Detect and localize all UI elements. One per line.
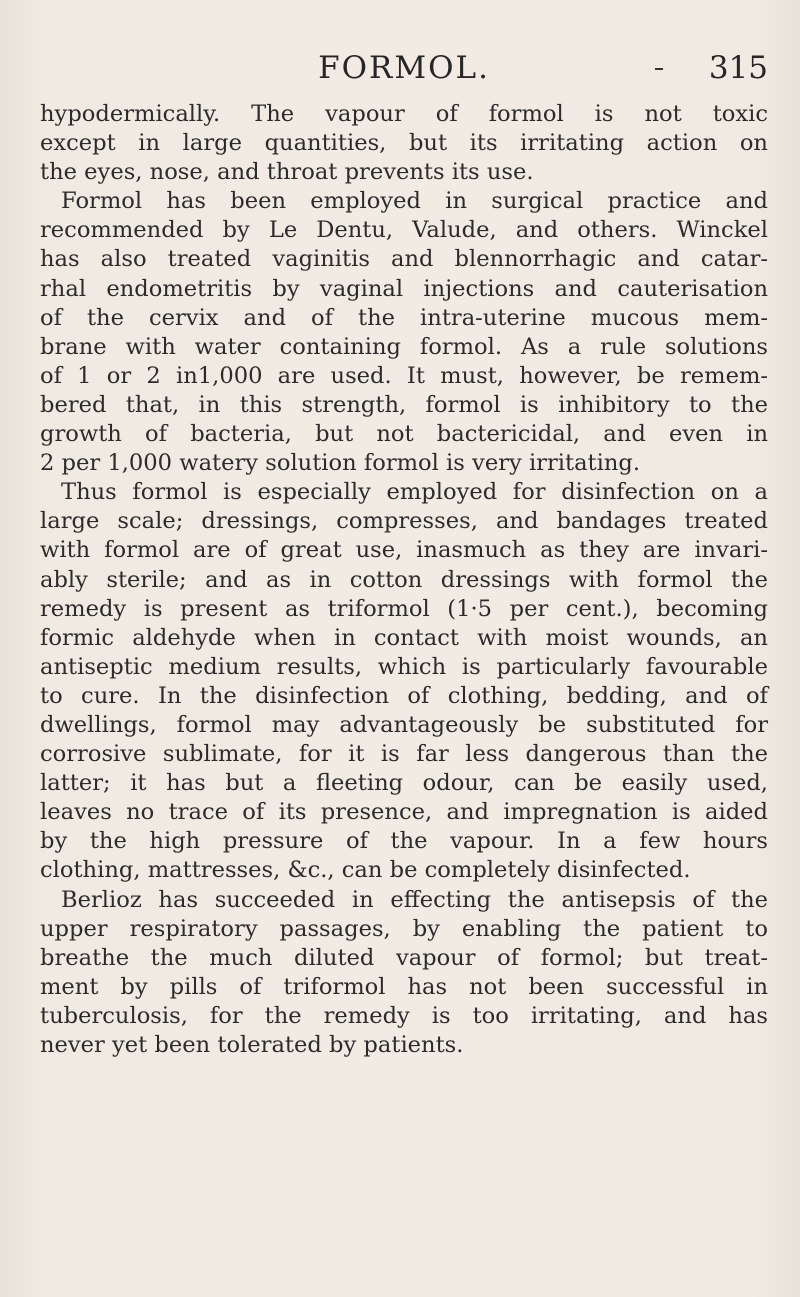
text-line: never yet been tolerated by patients. (40, 1032, 464, 1058)
page-number: 315 (708, 50, 768, 86)
text-line: upper respiratory passages, by enabling the patient to (40, 915, 768, 942)
text-line: of the cervix and of the intra-uterine mucous mem- (40, 304, 768, 331)
text-line: breathe the much diluted vapour of formol; but treat- (40, 944, 768, 971)
text-line: of 1 or 2 in1,000 are used. It must, however, be remem- (40, 362, 768, 389)
text-line: Berlioz has succeeded in effecting the antisepsis of the (61, 886, 768, 913)
text-line: hypodermically. The vapour of formol is not toxic (40, 101, 768, 127)
text-line: has also treated vaginitis and blennorrhagic and catar- (40, 246, 768, 273)
text-line: growth of bacteria, but not bactericidal, and even in (40, 421, 768, 448)
text-line: with formol are of great use, inasmuch as they are invari- (40, 537, 768, 564)
text-line: remedy is present as triformol (1·5 per cent.), becoming (40, 595, 768, 622)
text-line: 2 per 1,000 watery solution formol is very irritating. (40, 450, 641, 477)
text-line: recommended by Le Dentu, Valude, and others. Winckel (40, 217, 768, 244)
text-line: the eyes, nose, and throat prevents its use. (40, 159, 534, 186)
text-line: tuberculosis, for the remedy is too irritating, and has (40, 1002, 768, 1029)
text-line: Formol has been employed in surgical practice and (61, 188, 768, 215)
text-line: ment by pills of triformol has not been successful in (40, 973, 768, 1000)
text-line: to cure. In the disinfection of clothing, bedding, and of (40, 682, 768, 709)
text-line: latter; it has but a fleeting odour, can be easily used, (40, 770, 768, 797)
text-line: corrosive sublimate, for it is far less dangerous than the (40, 741, 768, 768)
text-line: leaves no trace of its presence, and impregnation is aided (40, 799, 768, 826)
text-line: brane with water containing formol. As a rule solutions (40, 333, 768, 360)
text-line: formic aldehyde when in contact with moist wounds, an (40, 624, 768, 651)
text-line: ably sterile; and as in cotton dressings with formol the (40, 566, 768, 593)
paragraph-2 (40, 187, 768, 478)
paragraph-3 (40, 478, 768, 885)
text-line: rhal endometritis by vaginal injections and cauterisation (40, 275, 768, 302)
text-line: dwellings, formol may advantageously be substituted for (40, 711, 768, 738)
body-text (40, 100, 768, 1060)
paragraph-4 (40, 886, 768, 1061)
header-dash (655, 68, 663, 70)
paragraph-1 (40, 100, 768, 187)
text-line: clothing, mattresses, &c., can be completely disinfected. (40, 857, 691, 884)
running-title: FORMOL. (318, 50, 490, 86)
text-line: except in large quantities, but its irritating action on (40, 130, 768, 157)
text-line: bered that, in this strength, formol is inhibitory to the (40, 391, 768, 418)
text-line: by the high pressure of the vapour. In a few hours (40, 828, 768, 855)
text-line: large scale; dressings, compresses, and bandages treated (40, 508, 768, 535)
page-header (40, 48, 768, 92)
text-line: antiseptic medium results, which is particularly favourable (40, 653, 768, 680)
text-line: Thus formol is especially employed for disinfection on a (61, 479, 768, 506)
